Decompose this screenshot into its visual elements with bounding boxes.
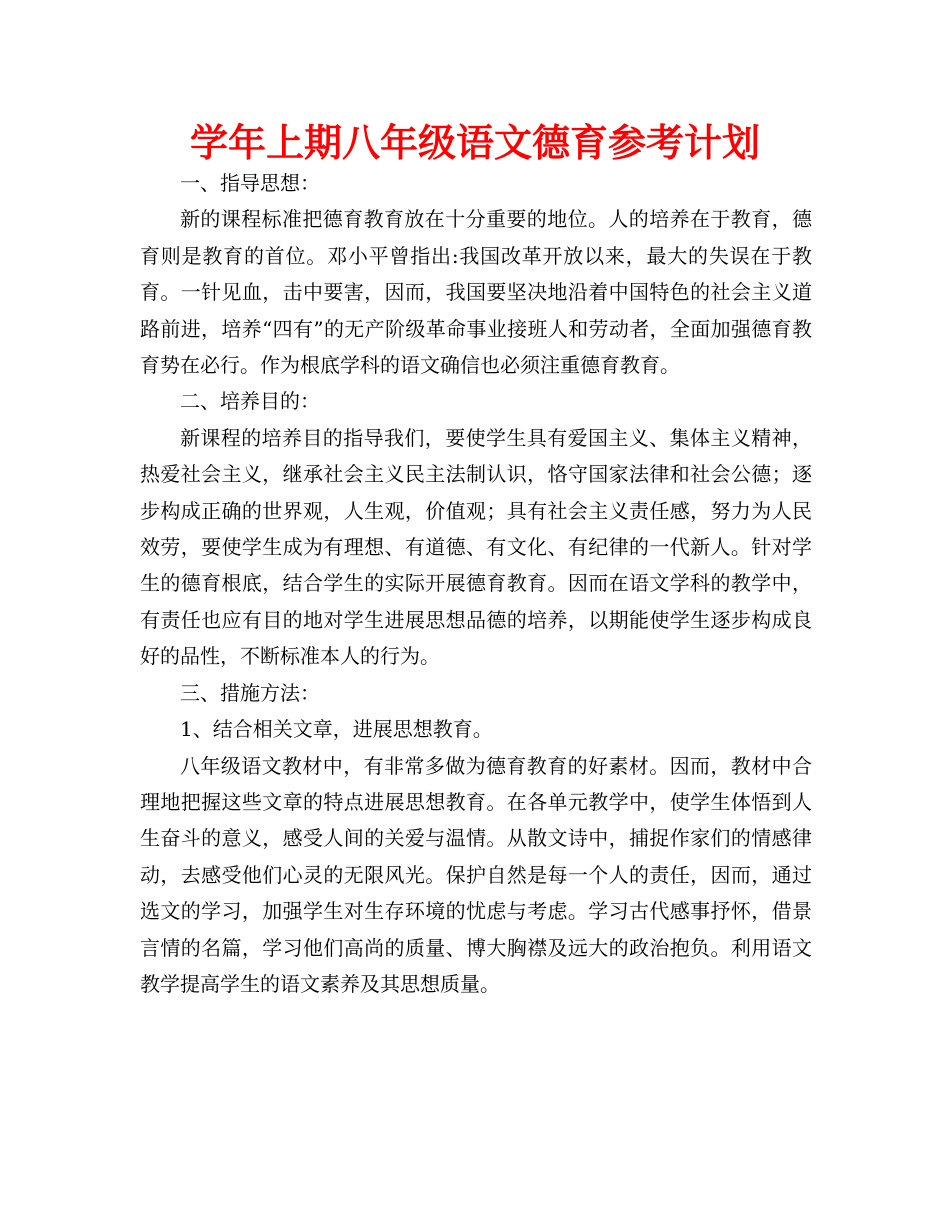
heading-training-goal: 二、培养目的： — [180, 389, 320, 414]
heading-measures: 三、措施方法： — [180, 680, 320, 705]
subheading-measure-1: 1、结合相关文章，进展思想教育。 — [180, 717, 493, 742]
document-title: 学年上期八年级语文德育参考计划 — [189, 121, 760, 165]
heading-guiding-thought: 一、指导思想： — [180, 171, 320, 195]
paragraph-measure-1: 八年级语文教材中，有非常多做为德育教育的好素材。因而，教材中合理地把握这些文章的特点进展思想教育。在各单元教学中，使学生体悟到人生奋斗的意义，感受人间的关爱与温情。从散文诗中，捕捉作家们的情感律动，去感受他们心灵的无限风光。保护自然是每一个人的责任，因而，通过选文的学习，加强学生对生存环境的忧虑与考虑。学习古代感事抒怀，借景言情的名篇，学习他们高尚的质量、博大胸襟及远大的政治抱负。利用语文教学提高学生的语文素养及其思想质量。 — [140, 753, 812, 996]
document-body — [140, 165, 812, 1002]
paragraph-guiding-thought: 新的课程标准把德育教育放在十分重要的地位。人的培养在于教育，德育则是教育的首位。邓小平曾指出:我国改革开放以来，最大的失误在于教育。一针见血，击中要害，因而，我国要坚决地沿着中国特色的社会主义道路前进，培养“四有”的无产阶级革命事业接班人和劳动者，全面加强德育教育势在必行。作为根底学科的语文确信也必须注重德育教育。 — [140, 207, 812, 378]
paragraph-training-goal: 新课程的培养目的指导我们，要使学生具有爱国主义、集体主义精神，热爱社会主义，继承社会主义民主法制认识，恪守国家法律和社会公德；逐步构成正确的世界观，人生观，价值观；具有社会主义责任感，努力为人民效劳，要使学生成为有理想、有道德、有文化、有纪律的一代新人。针对学生的德育根底，结合学生的实际开展德育教育。因而在语文学科的教学中，有责任也应有目的地对学生进展思想品德的培养，以期能使学生逐步构成良好的品性，不断标准本人的行为。 — [140, 425, 812, 669]
